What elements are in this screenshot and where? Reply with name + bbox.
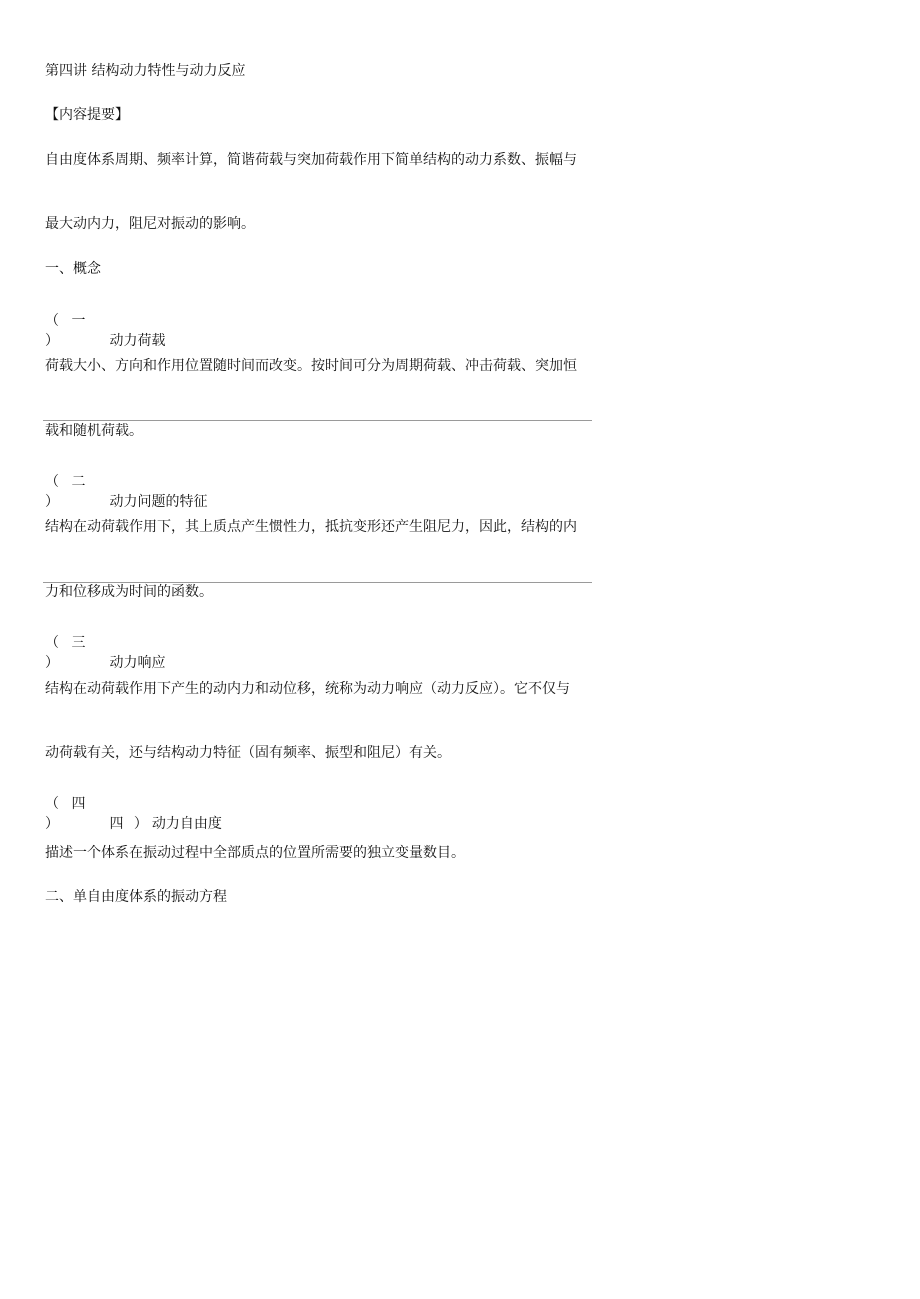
subsection-heading-3: [45, 633, 593, 673]
section-heading-concepts: 一、概念: [45, 261, 101, 277]
section-heading-sdof-equation: 二、单自由度体系的振动方程: [45, 889, 227, 905]
subsection-4-text-line1: 描述一个体系在振动过程中全部质点的位置所需要的独立变量数目。: [45, 845, 465, 861]
summary-paragraph-line1: 自由度体系周期、频率计算，简谐荷载与突加荷载作用下简单结构的动力系数、振幅与: [45, 152, 577, 168]
subsection-number-1: （ 一 ）: [45, 313, 90, 349]
subsection-heading-2: [45, 472, 593, 512]
subsection-number-3: （ 三 ）: [45, 635, 90, 671]
subsection-title-1: 动力荷载: [109, 333, 166, 349]
subsection-2-text-line1: 结构在动荷载作用下，其上质点产生惯性力，抵抗变形还产生阻尼力，因此，结构的内: [45, 519, 577, 535]
subsection-heading-4: [45, 794, 593, 834]
subsection-title-3: 动力响应: [109, 655, 166, 671]
subsection-heading-1: [45, 311, 593, 351]
subsection-1-text-line1: 荷载大小、方向和作用位置随时间而改变。按时间可分为周期荷载、冲击荷载、突加恒: [45, 358, 577, 374]
subsection-title-4: 动力自由度: [151, 816, 222, 832]
subsection-number-4-repeat: 四 ）: [109, 816, 151, 832]
subsection-number-2: （ 二 ）: [45, 474, 90, 510]
document-title: 第四讲 结构动力特性与动力反应: [45, 63, 246, 79]
subsection-title-2: 动力问题的特征: [109, 494, 208, 510]
subsection-1-text-line2: 载和随机荷载。: [45, 423, 143, 439]
subsection-3-text-line2: 动荷载有关，还与结构动力特征（固有频率、振型和阻尼）有关。: [45, 745, 451, 761]
subsection-number-4: （ 四 ）: [45, 796, 90, 832]
subsection-3-text-line1: 结构在动荷载作用下产生的动内力和动位移，统称为动力响应（动力反应）。它不仅与: [45, 681, 570, 697]
subsection-2-text-line2: 力和位移成为时间的函数。: [45, 584, 213, 600]
summary-paragraph-line2: 最大动内力，阻尼对振动的影响。: [45, 216, 255, 232]
summary-heading: 【内容提要】: [45, 107, 129, 123]
